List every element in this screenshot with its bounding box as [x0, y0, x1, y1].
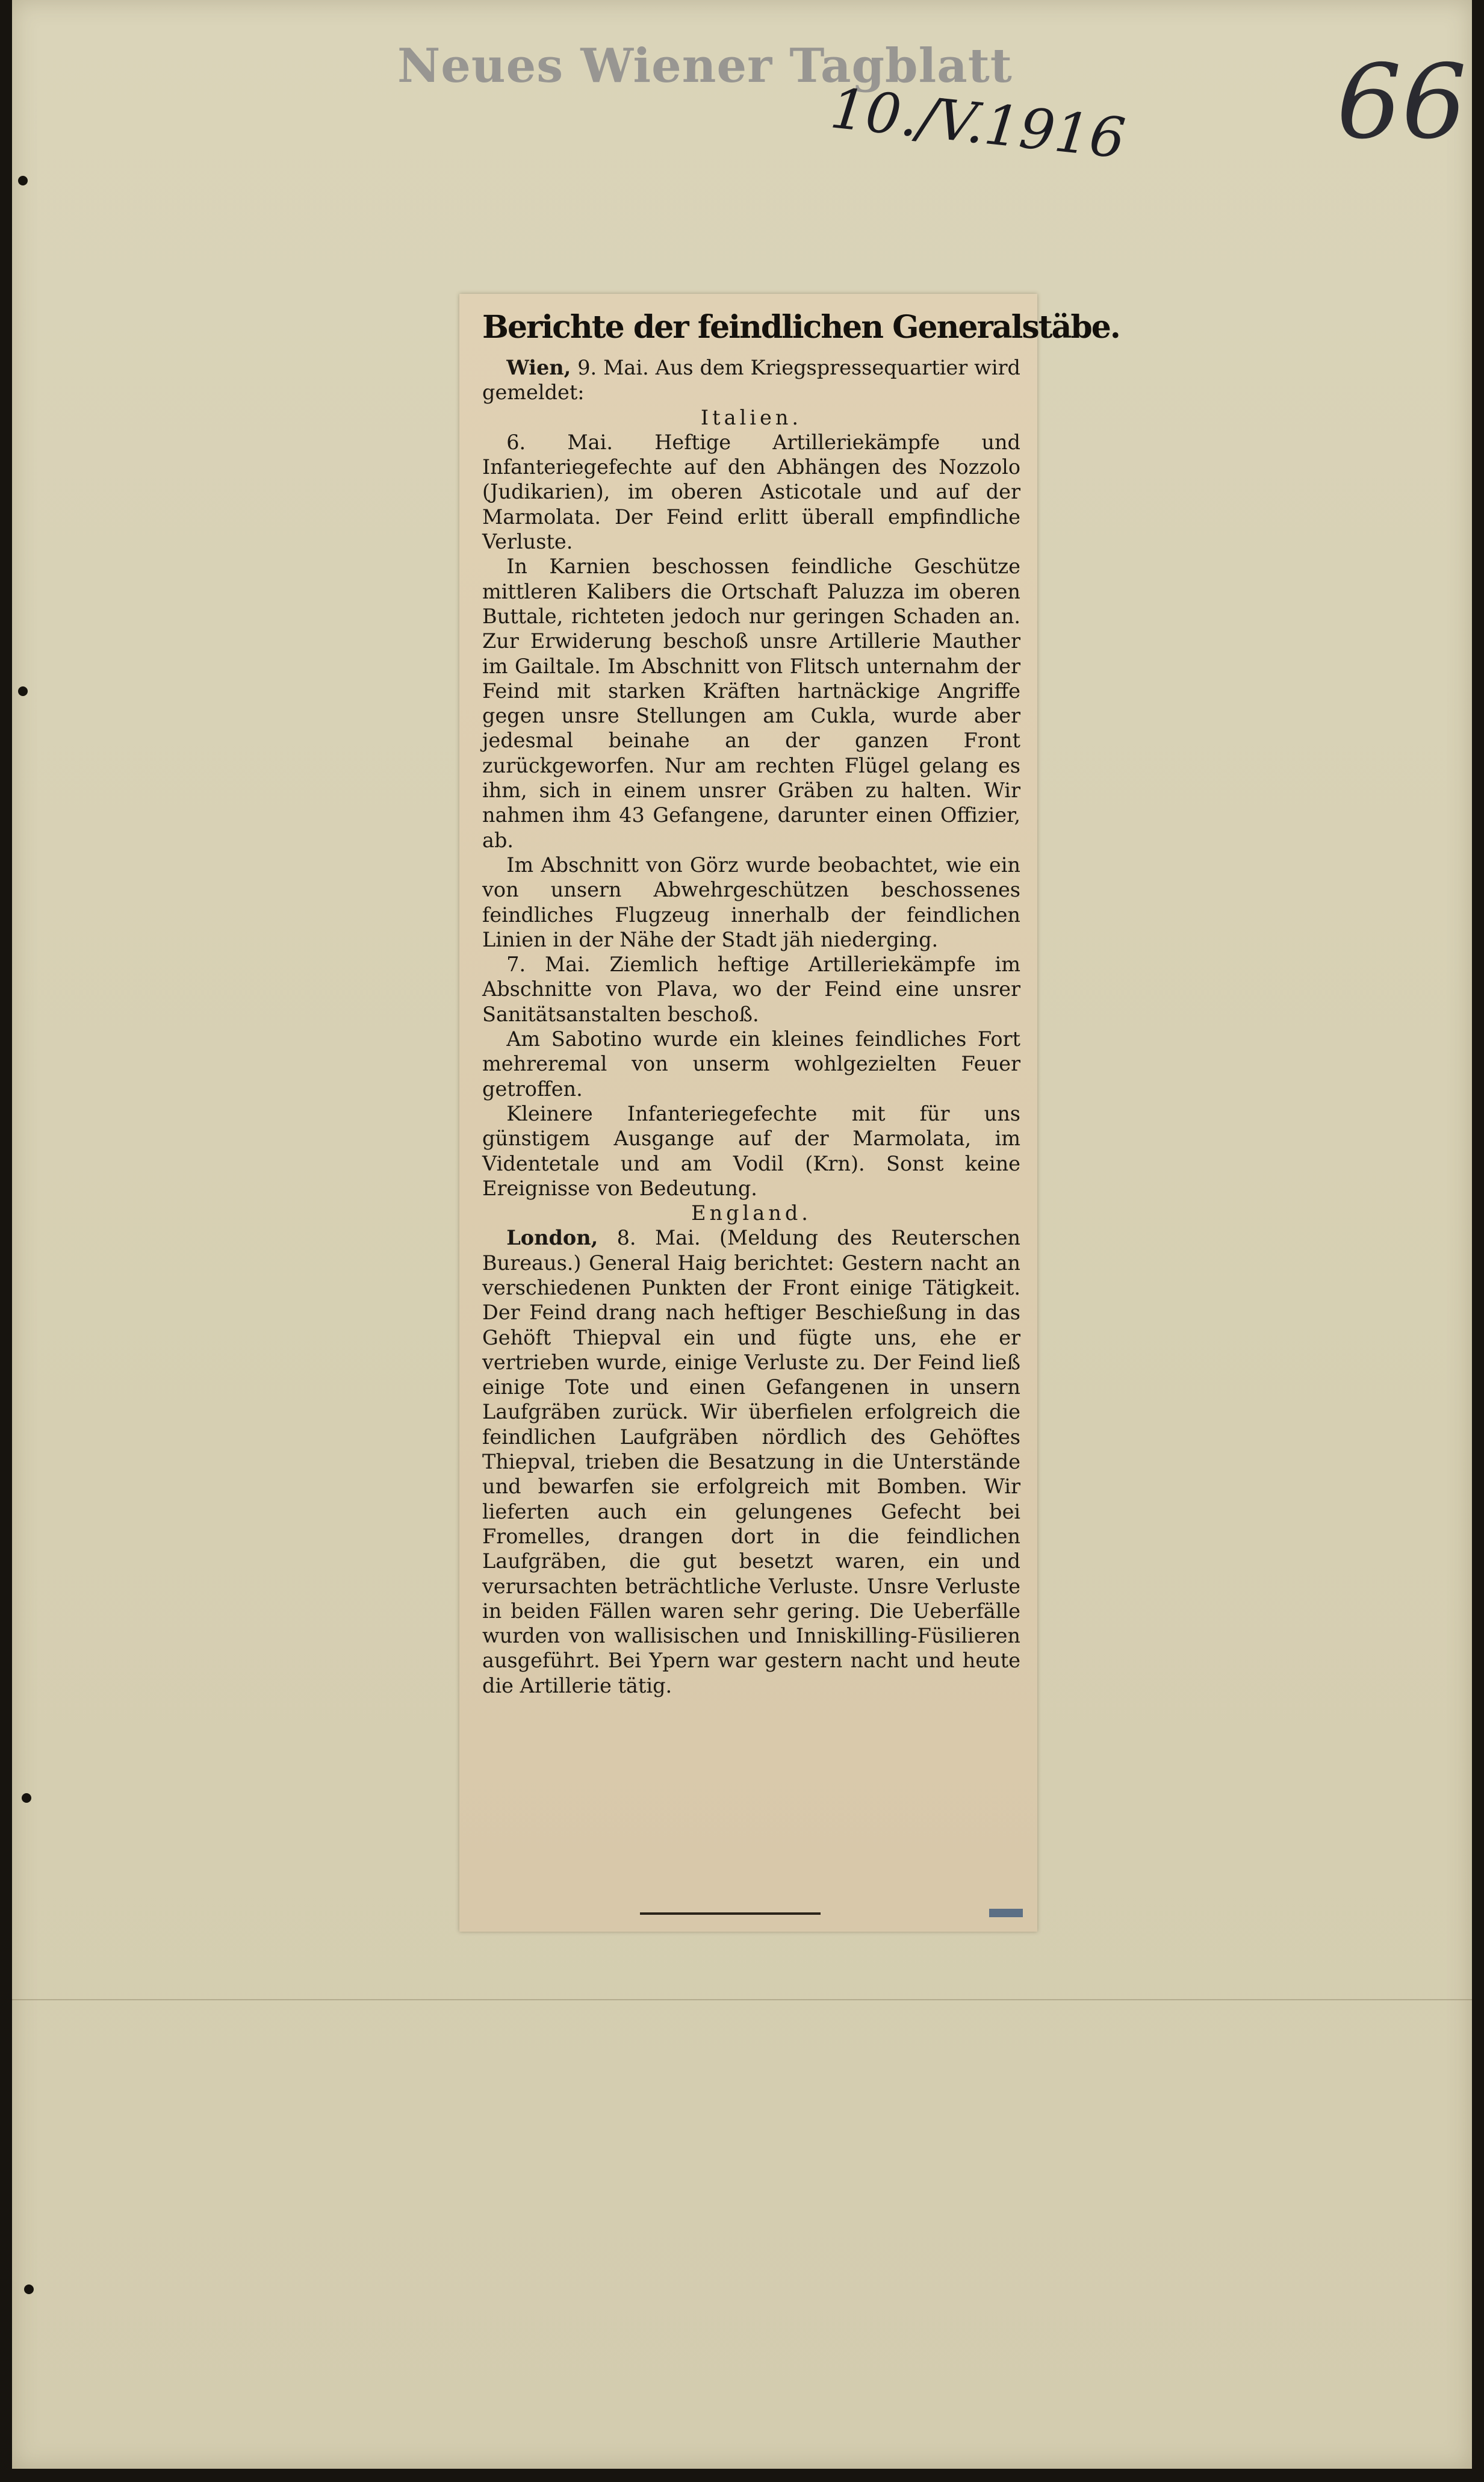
paragraph-text: 9. Mai. Aus dem Kriegspressequartier wird gemeldet:	[482, 356, 1020, 405]
article-paragraph	[482, 554, 1020, 853]
section-heading: England.	[691, 1201, 812, 1225]
paragraph-text: Im Abschnitt von Görz wurde beobachtet, wie ein von unsern Abwehrgeschützen beschossenes feindliches Flugzeug innerhalb der feindlichen Linien in der Nähe der Stadt jäh niederging.	[482, 853, 1020, 951]
dateline: London,	[506, 1226, 598, 1250]
tape-mark	[989, 1909, 1023, 1917]
article-title: Berichte der feindlichen Generalstäbe.	[482, 309, 1120, 346]
paragraph-text: Am Sabotino wurde ein kleines feindliches Fort mehreremal von unserm wohlgezielten Feuer getroffen.	[482, 1027, 1020, 1101]
newspaper-clipping	[459, 294, 1120, 1932]
page-number: 66	[1337, 43, 1467, 162]
article-body	[482, 355, 1020, 1698]
paragraph-text: 7. Mai. Ziemlich heftige Artilleriekämpfe im Abschnitte von Plava, wo der Feind eine unsrer Sanitätsanstalten beschoß.	[482, 953, 1020, 1026]
paragraph-text: Kleinere Infanteriegefechte mit für uns günstigem Ausgange auf der Marmolata, im Videntetale und am Vodil (Krn). Sonst keine Ereignisse von Bedeutung.	[482, 1101, 1020, 1200]
article-paragraph	[482, 355, 1020, 405]
binding-hole	[18, 176, 28, 185]
binding-hole	[18, 686, 28, 696]
section-heading: Italien.	[700, 405, 803, 429]
article-paragraph	[482, 1101, 1020, 1201]
binding-hole	[24, 2284, 34, 2294]
binding-hole	[22, 1793, 31, 1803]
closing-rule	[640, 1912, 821, 1915]
paragraph-text: 8. Mai. (Meldung des Reuterschen Bureaus.) General Haig berichtet: Gestern nacht an verschiedenen Punkten der Front einige Tätigkeit. Der Feind drang nach heftiger Beschießung in das Gehöft Thiepval ein und fügte uns, ehe er vertrieben wurde, einige Verluste zu. Der Feind ließ einige Tote und einen Gefangenen in unsern Laufgräben zurück. Wir überfielen erfolgreich die feindlichen Laufgräben nördlich des Gehöftes Thiepval, trieben die Besatzung in die Unterstände und bewarfen sie erfolgreich mit Bomben. Wir lieferten auch ein gelungenes Gefecht bei Fromelles, drangen dort in die feindlichen Laufgräben, die gut besetzt waren, ein und verursachten beträchtliche Verluste. Unsre Verluste in beiden Fällen waren sehr gering. Die Ueberfälle wurden von wallisischen und Inniskilling-Füsilieren ausgeführt. Bei Ypern war gestern nacht und heute die Artillerie tätig.	[482, 1226, 1020, 1697]
paper-fold-line	[12, 1999, 1472, 2000]
handwritten-date: 10./V.1916	[827, 76, 1129, 172]
article-paragraph	[482, 853, 1020, 952]
paragraph-text: In Karnien beschossen feindliche Geschütze mittleren Kalibers die Ortschaft Paluzza im oberen Buttale, richteten jedoch nur geringen Schaden an. Zur Erwiderung beschoß unsre Artillerie Mauther im Gailtale. Im Abschnitt von Flitsch unternahm der Feind mit starken Kräften hartnäckige Angriffe gegen unsre Stellungen am Cukla, wurde aber jedesmal beinahe an der ganzen Front zurückgeworfen. Nur am rechten Flügel gelang es ihm, sich in einem unsrer Gräben zu halten. Wir nahmen ihm 43 Gefangene, darunter einen Offizier, ab.	[482, 555, 1020, 852]
dateline: Wien,	[506, 356, 571, 379]
article-paragraph	[482, 1027, 1020, 1101]
newspaper-stamp: Neues Wiener Tagblatt	[397, 39, 1013, 93]
article-paragraph	[482, 430, 1020, 554]
article-paragraph	[482, 1225, 1020, 1698]
article-paragraph	[482, 952, 1020, 1027]
paragraph-text: 6. Mai. Heftige Artilleriekämpfe und Infanteriegefechte auf den Abhängen des Nozzolo (Judikarien), im oberen Asticotale und auf der Marmolata. Der Feind erlitt überall empfindliche Verluste.	[482, 430, 1020, 554]
